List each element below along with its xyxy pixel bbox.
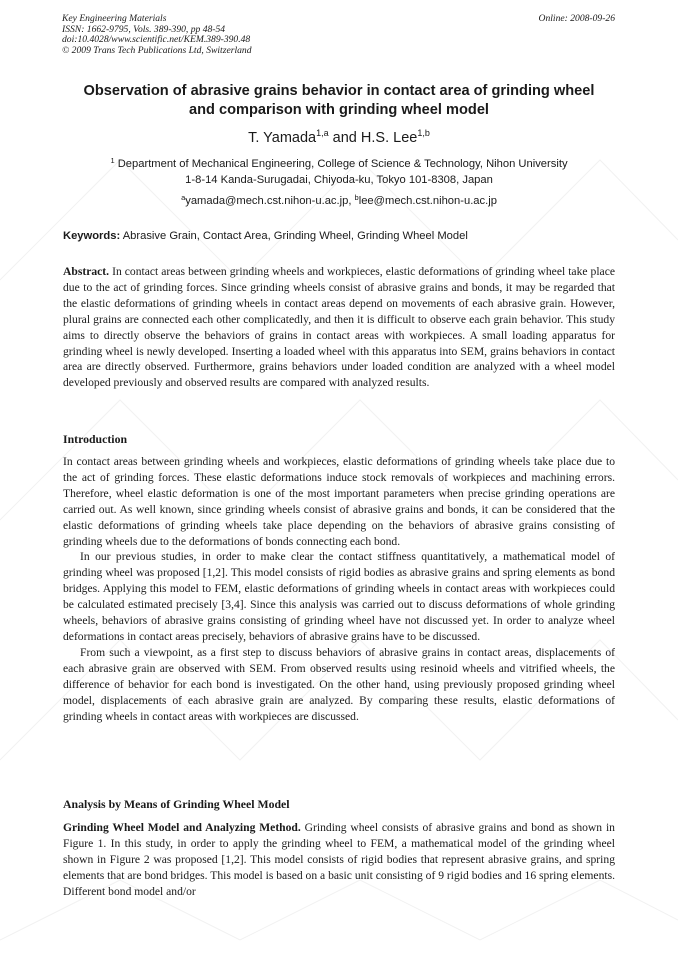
author-1-affil: 1,a [316,128,329,138]
email-b[interactable]: lee@mech.cst.nihon-u.ac.jp [358,195,497,207]
introduction-paragraph-3: From such a viewpoint, as a first step to discuss behaviors of abrasive grains in contact areas, displacements of each abrasive grain are observed with SEM. From observed results using resinoid wheels and vitrified wheels, the difference of behavior for each bond is investigated. On the other hand, using previously proposed grinding wheel model, displacements of each abrasive grain are analyzed. By comparing these results, elastic deformations of grinding wheels in contact areas with workpieces are discussed. [63,645,615,723]
abstract [63,264,615,391]
journal-copyright: © 2009 Trans Tech Publications Ltd, Switzerland [62,44,252,56]
author-1: T. Yamada [248,130,317,146]
author-2-affil: 1,b [417,128,430,138]
introduction-paragraph-2: In our previous studies, in order to make clear the contact stiffness quantitatively, a mathematical model of grinding wheel was proposed [1,2]. This model consists of rigid bodies as abrasive grains and spring elements as bond bridges. Applying this model to FEM, elastic deformations of grinding wheels in contact areas with workpieces could be calculated estimated precisely [3,4]. Since this analysis was carried out to discuss deformations of whole grinding wheels, behaviors of abrasive grains consisting of grinding wheel have not discussed yet. In order to analyze wheel deformations in contact areas precisely, behaviors of abrasive grains have to be discussed. [63,550,615,643]
paper-title: Observation of abrasive grains behavior in contact area of grinding wheel and comparison with grinding wheel model [83,83,595,118]
journal-name: Key Engineering Materials [62,13,167,24]
keywords-label: Keywords: [63,230,121,242]
author-2: H.S. Lee [360,130,418,146]
keywords [63,229,616,243]
email-b-sup: b [354,193,359,202]
email-a-sup: a [181,193,186,202]
introduction-heading: Introduction [63,432,128,446]
journal-header [62,14,615,56]
author-line [0,129,678,147]
analysis-heading: Analysis by Means of Grinding Wheel Model [63,797,290,811]
author-emails [0,194,678,208]
affiliation-sup: 1 [110,156,115,165]
introduction-body [63,454,615,724]
journal-issn: ISSN: 1662-9795, Vols. 389-390, pp 48-54 [62,23,226,35]
analysis-subheading: Grinding Wheel Model and Analyzing Method. [63,821,301,834]
abstract-text: In contact areas between grinding wheels and workpieces, elastic deformations of grinding wheel take place due to the act of grinding forces. Since grinding wheels consist of abrasive grains and bonds, it may be regarded that the elastic deformations of grinding wheels in contact areas depend on movements of each abrasive grain. However, plural grains are connected each other complicatedly, and then it is difficult to observe each grain behavior. This study aims to directly observe the behaviors of grains in contact areas with workpieces. A small loading apparatus for grinding wheel is newly developed. Inserting a loaded wheel with this apparatus into SEM, grains behaviors in contact area are directly observed. Furthermore, grains behaviors under loaded condition are analyzed with a wheel model developed previously and observed results are compared with analyzed results. [63,265,615,390]
analysis-body [63,820,615,900]
online-date: Online: 2008-09-26 [538,13,615,24]
introduction-paragraph-1: In contact areas between grinding wheels and workpieces, elastic deformations of grinding wheels take place due to the act of grinding forces. These elastic deformations induce stock removals of workpieces and machining errors. Therefore, wheel elastic deformation is one of the most important parameters when precise grinding operations are carried out. As well known, since grinding wheels consist of abrasive grains and bonds, it can be considered that the elastic deformations of grinding wheels take place depending on the behaviors of abrasive grains consisting of grinding wheels due to the deformations of bonds connecting each bond. [63,455,615,548]
author-and: and [332,130,357,146]
keywords-text: Abrasive Grain, Contact Area, Grinding Wheel, Grinding Wheel Model [122,230,468,242]
affiliation [0,156,678,188]
affiliation-line-2: 1-8-14 Kanda-Surugadai, Chiyoda-ku, Tokyo 101-8308, Japan [185,174,493,186]
analysis-text: Grinding wheel consists of abrasive grains and bond as shown in Figure 1. In this study, in order to apply the grinding wheel to FEM, a mathematical model of the grinding wheel shown in Figure 2 was proposed [1,2]. This model consists of rigid bodies that represent abrasive grains, and spring elements that are bond bridges. This model is based on a basic unit consisting of 9 rigid bodies and 16 spring elements. Different bond model and/or [63,821,615,898]
abstract-label: Abstract. [63,265,110,278]
affiliation-line-1: Department of Mechanical Engineering, College of Science & Technology, Nihon University [117,158,568,170]
email-a[interactable]: yamada@mech.cst.nihon-u.ac.jp, [185,195,352,207]
journal-doi: doi:10.4028/www.scientific.net/KEM.389-390.48 [62,34,251,46]
